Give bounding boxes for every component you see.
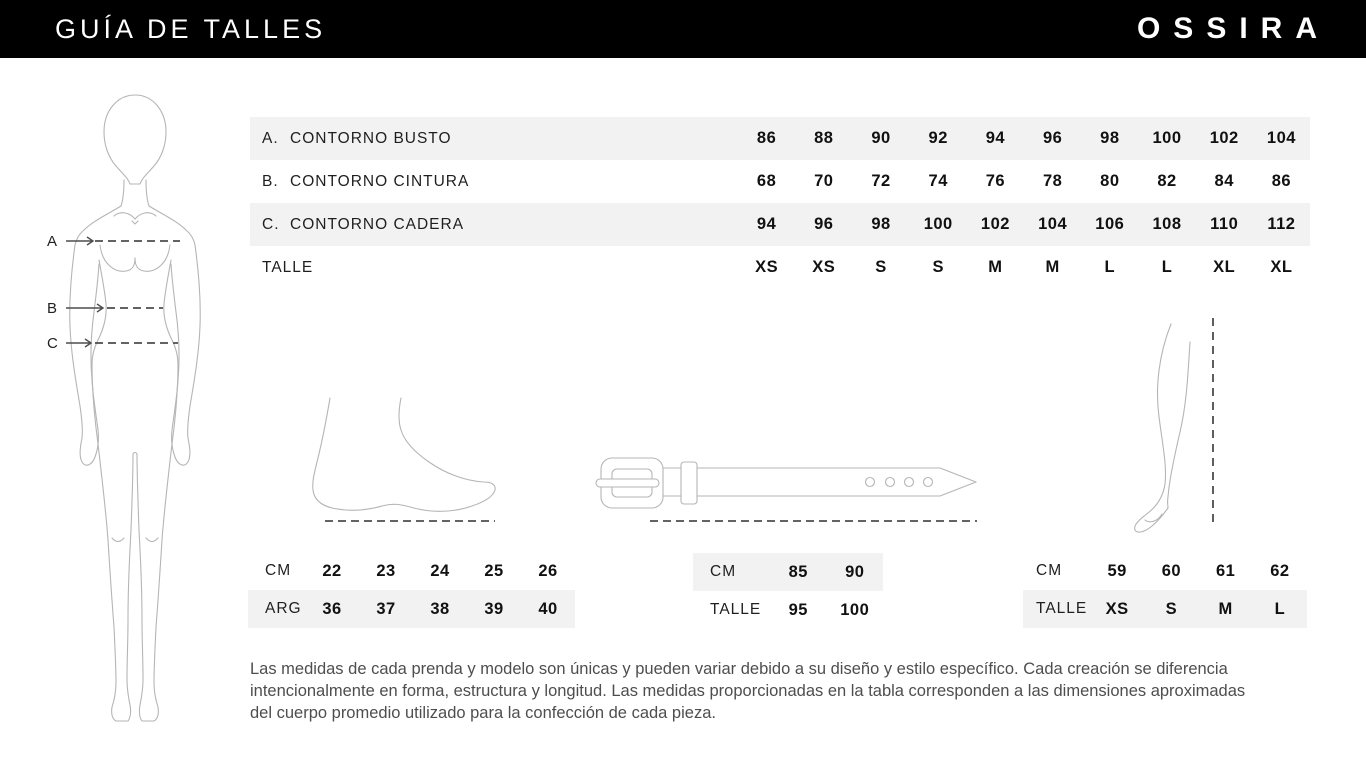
value-cell: 90 [871,129,891,147]
value-cell: 104 [1266,129,1296,147]
row-label [1023,600,1090,618]
row-title: ARG [265,600,302,617]
value-cell: 98 [1100,129,1120,147]
value-cell: XS [812,258,836,276]
value-cell: 70 [814,172,834,190]
value-cell: 38 [430,599,450,618]
row-label [693,601,770,619]
row-title: TALLE [710,601,762,618]
value-cell: 82 [1157,172,1177,190]
value-cell: 40 [538,599,558,618]
value-cell: 36 [322,599,342,618]
value-cell: 102 [980,215,1010,233]
value-cell: 102 [1209,129,1239,147]
row-label [248,600,305,618]
marker-b-label: B [47,300,58,317]
table-row [693,553,883,591]
disclaimer-line: intencionalmente en forma, estructura y longitud. Las medidas proporcionadas en la tabla corresponden a las dimensiones aproximadas [250,682,1246,700]
value-cell: 110 [1210,215,1239,233]
value-cell: M [1045,258,1060,276]
value-cell: 86 [756,129,777,147]
table-row [248,552,575,590]
value-cell: 72 [871,172,891,190]
foot-illustration [298,398,508,533]
value-cell: 37 [376,599,396,618]
belt-illustration [595,450,990,535]
row-label [1023,562,1090,580]
row-title: TALLE [1036,600,1088,617]
value-cell: 86 [1271,172,1292,190]
value-cell: 112 [1267,215,1296,233]
value-cell: 100 [840,600,870,619]
value-cell: 94 [756,215,777,233]
value-cell: 100 [923,215,953,233]
row-title: CM [710,563,737,580]
value-cell: M [988,258,1003,276]
hip-arrow [66,339,91,347]
table-row [1023,552,1307,590]
table-row [250,117,1310,160]
table-row [1023,590,1307,628]
marker-c-label: C [47,335,59,352]
value-cell: 94 [985,129,1006,147]
value-cell: 22 [322,561,342,580]
value-cell: L [1274,599,1286,618]
row-title: CONTORNO CADERA [290,215,465,233]
foot-size-table [248,552,575,628]
disclaimer-line: del cuerpo promedio utilizado para la confección de cada pieza. [250,704,716,722]
value-cell: 23 [376,561,396,580]
disclaimer-text [250,658,1325,724]
value-cell: S [932,258,944,276]
row-letter: B. [262,172,279,190]
value-cell: 90 [845,562,865,581]
row-letter: A. [262,129,279,147]
table-row [250,203,1310,246]
value-cell: 98 [871,215,891,233]
value-cell: 25 [484,561,504,580]
table-row [250,160,1310,203]
value-cell: L [1161,258,1173,276]
row-title: CONTORNO BUSTO [290,129,452,147]
value-cell: 74 [928,172,948,190]
bust-arrow [66,237,93,245]
row-label [250,216,738,234]
table-row [693,591,883,629]
table-row [250,246,1310,289]
value-cell: 95 [788,600,808,619]
row-title: CM [265,562,292,579]
value-cell: 84 [1214,172,1234,190]
row-label [693,563,770,581]
value-cell: 92 [928,129,948,147]
marker-a-label: A [47,233,58,250]
value-cell: XL [1270,258,1293,276]
header-bar [0,0,1366,58]
value-cell: 100 [1152,129,1182,147]
value-cell: S [875,258,887,276]
waist-arrow [66,304,103,312]
page-title: GUÍA DE TALLES [55,13,327,44]
table-row [248,590,575,628]
row-title: CONTORNO CINTURA [290,172,470,190]
value-cell: 78 [1042,172,1063,190]
value-cell: 80 [1100,172,1120,190]
value-cell: 60 [1161,561,1182,580]
belt-size-table [693,553,883,629]
value-cell: 108 [1152,215,1182,233]
row-label [250,130,738,148]
value-cell: 68 [756,172,777,190]
value-cell: M [1218,599,1233,618]
value-cell: 61 [1215,561,1236,580]
value-cell: 104 [1038,215,1068,233]
value-cell: XS [755,258,779,276]
value-cell: 96 [1042,129,1063,147]
value-cell: 106 [1095,215,1125,233]
value-cell: 39 [484,599,504,618]
value-cell: XS [1105,599,1129,618]
row-title: TALLE [262,258,314,276]
body-figure-illustration [38,82,238,742]
value-cell: 62 [1270,561,1290,580]
value-cell: 96 [814,215,834,233]
brand-logo: OSSIRA [1136,12,1330,45]
row-label [250,259,738,277]
value-cell: 76 [985,172,1006,190]
arm-illustration [1095,312,1230,537]
value-cell: 88 [814,129,834,147]
row-letter: C. [262,215,280,233]
value-cell: XL [1213,258,1236,276]
value-cell: 85 [788,562,808,581]
value-cell: 59 [1107,561,1127,580]
row-label [250,173,738,191]
value-cell: 26 [538,561,558,580]
size-table [250,117,1310,289]
row-label [248,562,305,580]
row-title: CM [1036,562,1063,579]
value-cell: S [1165,599,1178,618]
value-cell: L [1104,258,1116,276]
arm-size-table [1023,552,1307,628]
value-cell: 24 [430,561,450,580]
disclaimer-line: Las medidas de cada prenda y modelo son únicas y pueden variar debido a su diseño y estilo específico. Cada creación se diferencia [250,660,1228,678]
